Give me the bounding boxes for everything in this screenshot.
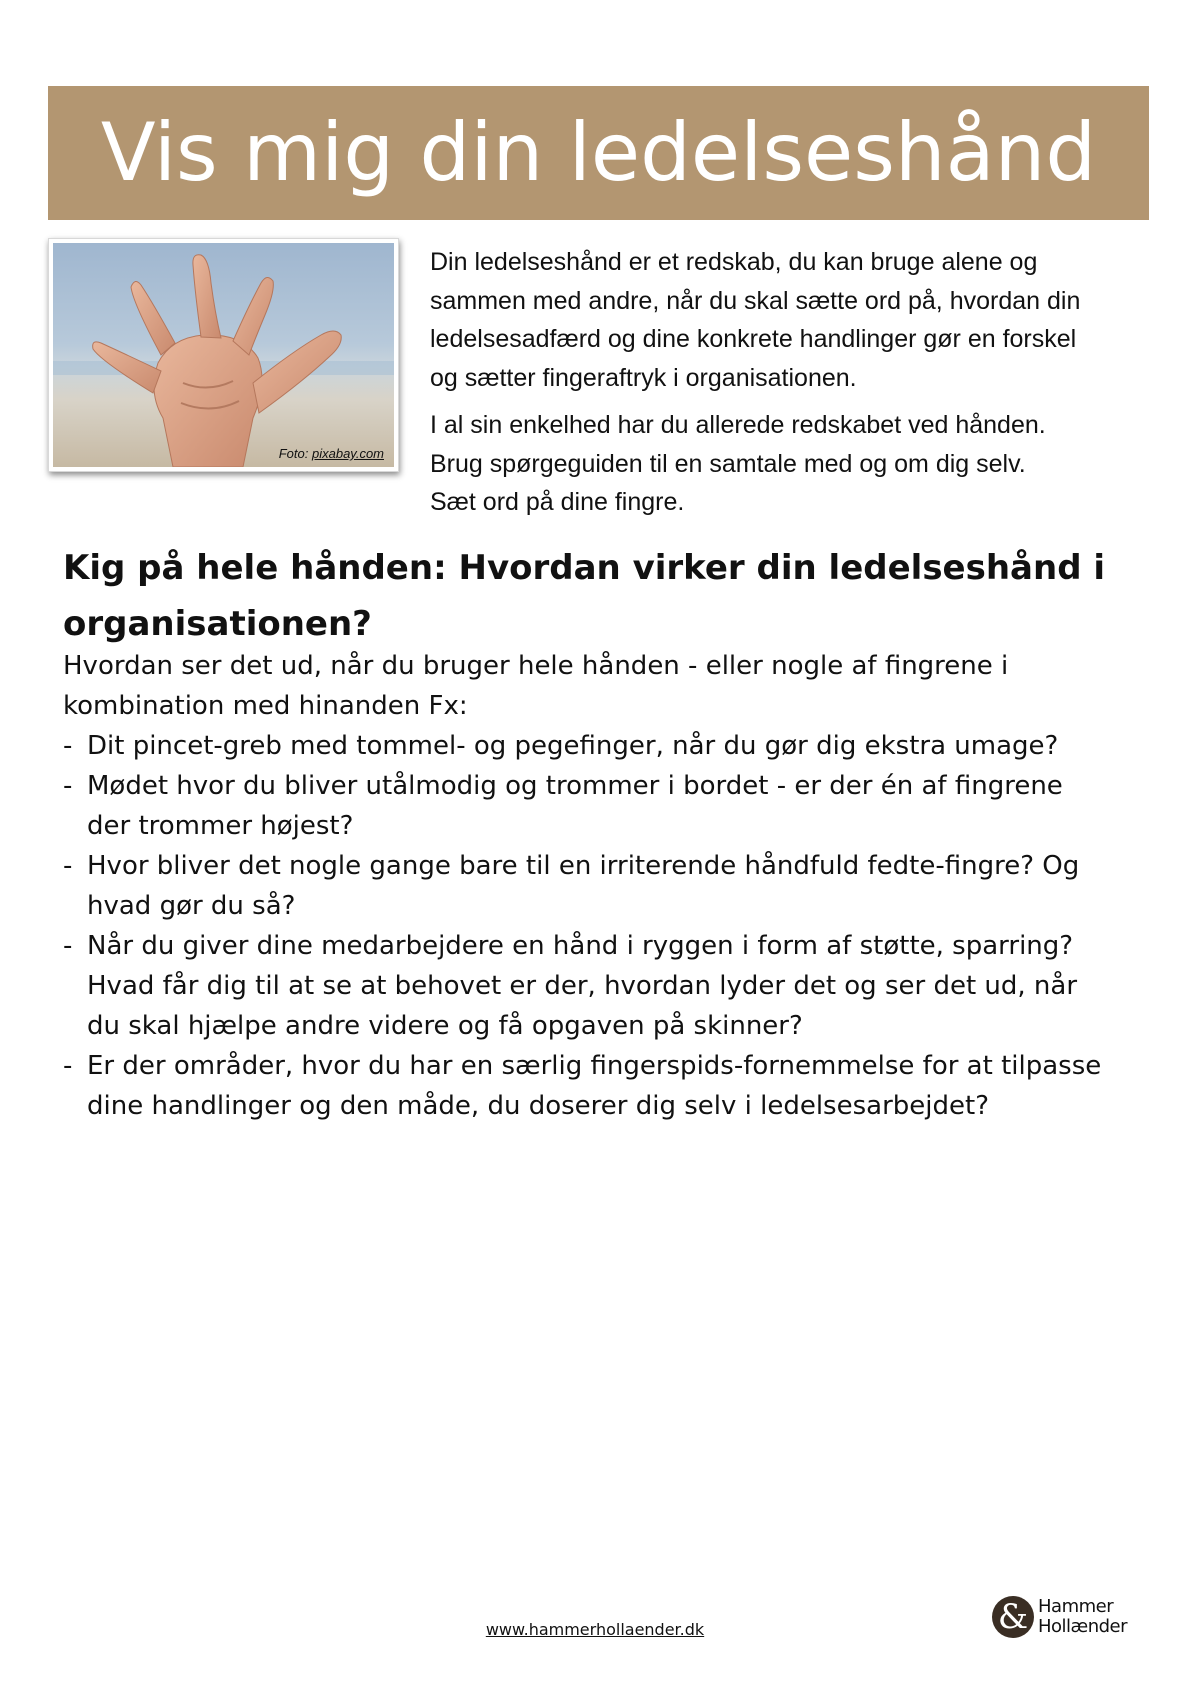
list-item — [63, 766, 1163, 846]
list-item-line: - Hvor bliver det nogle gange bare til en irriterende håndfuld fedte-fingre? Og — [87, 851, 1080, 881]
list-item-line: der trommer højest? — [87, 811, 354, 841]
section-lead-line: kombination med hinanden Fx: — [63, 691, 468, 721]
section-heading-line: organisationen? — [63, 604, 372, 644]
photo-credit-link[interactable]: pixabay.com — [311, 446, 384, 461]
list-item-line: du skal hjælpe andre videre og få opgaven på skinner? — [87, 1011, 803, 1041]
list-item — [63, 846, 1163, 926]
intro-paragraph-2 — [430, 406, 1150, 522]
intro-line: Brug spørgeguiden til en samtale med og om dig selv. — [430, 449, 1026, 478]
section-lead-line: Hvordan ser det ud, når du bruger hele hånden - eller nogle af fingrene i — [63, 651, 1009, 681]
intro-paragraph-1 — [430, 243, 1150, 397]
intro-line: og sætter fingeraftryk i organisationen. — [430, 363, 857, 392]
intro-line: ledelsesadfærd og dine konkrete handlinger gør en forskel — [430, 325, 1077, 353]
list-item-line: - Er der områder, hvor du har en særlig fingerspids-fornemmelse for at tilpasse — [87, 1051, 1102, 1081]
list-item-line: - Dit pincet-greb med tommel- og pegefinger, når du gør dig ekstra umage? — [87, 731, 1059, 761]
intro-line: Sæt ord på dine fingre. — [430, 488, 685, 516]
list-item-line: dine handlinger og den måde, du doserer dig selv i ledelsesarbejdet? — [87, 1091, 989, 1121]
hand-photo-image — [53, 243, 394, 467]
list-item-line: - Mødet hvor du bliver utålmodig og trommer i bordet - er der én af fingrene — [87, 771, 1063, 801]
logo-line-1: Hammer — [1038, 1596, 1114, 1617]
title-banner — [48, 86, 1149, 220]
photo-credit — [279, 446, 384, 461]
intro-text — [430, 243, 1150, 522]
page-title: Vis mig din ledelseshånd — [100, 106, 1097, 199]
logo-line-2: Hollænder — [1038, 1616, 1128, 1637]
intro-line: sammen med andre, når du skal sætte ord på, hvordan din — [430, 286, 1081, 315]
section-lead — [63, 646, 1163, 726]
logo-ampersand: & — [992, 1596, 1034, 1638]
section-body — [63, 646, 1163, 1126]
section-heading-line: Kig på hele hånden: Hvordan virker din ledelseshånd i — [63, 548, 1106, 588]
company-logo — [992, 1596, 1142, 1642]
list-item — [63, 726, 1163, 766]
list-item — [63, 1046, 1163, 1126]
list-item-line: - Når du giver dine medarbejdere en hånd i ryggen i form af støtte, sparring? — [87, 931, 1074, 961]
section-heading — [63, 540, 1153, 652]
intro-line: I al sin enkelhed har du allerede redskabet ved hånden. — [430, 411, 1046, 439]
photo-credit-prefix: Foto: — [278, 446, 312, 461]
hand-photo — [48, 238, 399, 472]
list-item — [63, 926, 1163, 1046]
intro-line: Din ledelseshånd er et redskab, du kan bruge alene og — [430, 248, 1038, 276]
question-list — [63, 726, 1163, 1126]
footer-url-link[interactable]: www.hammerhollaender.dk — [485, 1620, 705, 1639]
list-item-line: Hvad får dig til at se at behovet er der, hvordan lyder det og ser det ud, når — [87, 971, 1078, 1001]
list-item-line: hvad gør du så? — [87, 891, 296, 921]
logo-text — [1038, 1597, 1127, 1637]
